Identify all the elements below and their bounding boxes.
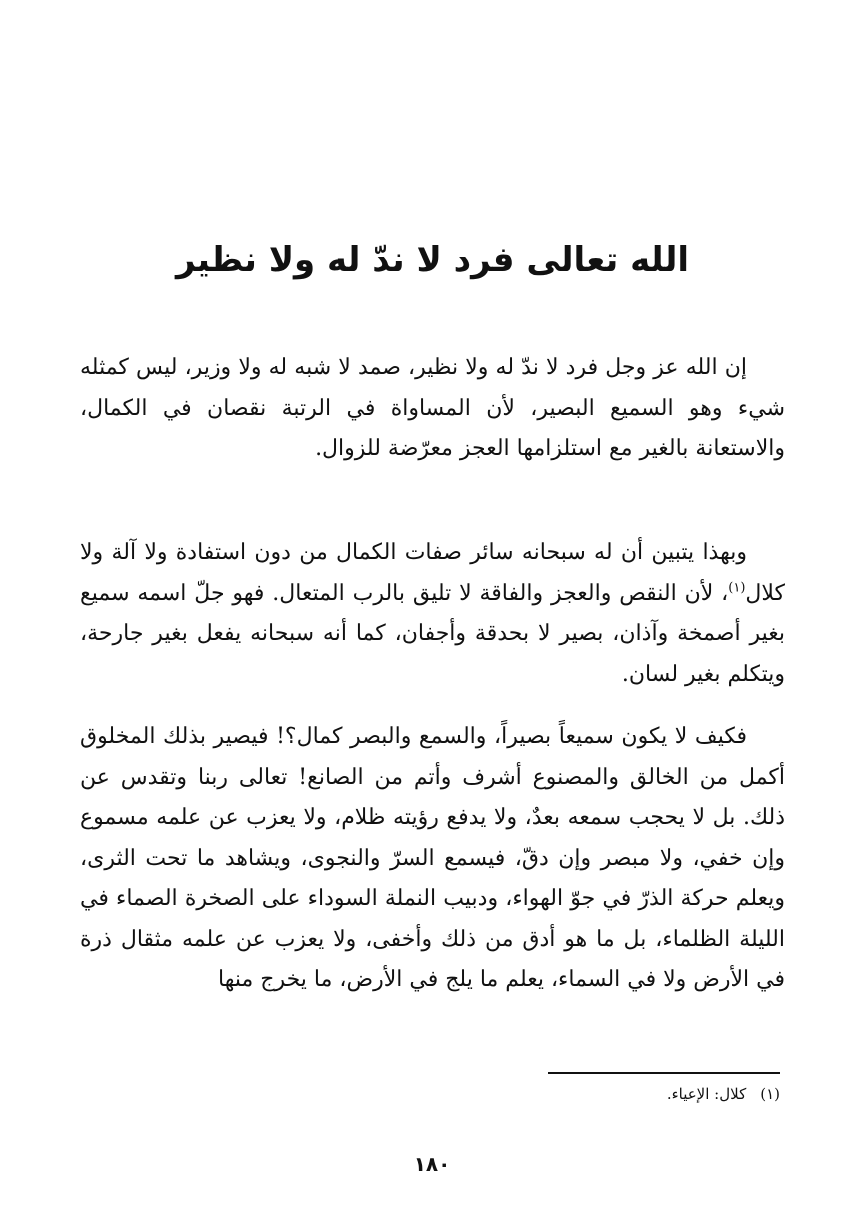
footnote-text: كلال: الإعياء. (666, 1085, 747, 1103)
paragraph-3 (80, 717, 785, 1001)
footnote (667, 1082, 780, 1106)
footnote-reference: (١) (728, 580, 746, 596)
paragraph-3-text: فكيف لا يكون سميعاً بصيراً، والسمع والبصر كمال؟! فيصير بذلك المخلوق أكمل من الخالق والمصنوع أشرف وأتم من الصانع! تعالى ربنا وتقدس عن ذلك. بل لا يحجب سمعه بعدٌ، ولا يدفع رؤيته ظلام، ولا يعزب عن علمه مسموع وإن خفي، ولا مبصر وإن دقّ، فيسمع السرّ والنجوى، ويشاهد ما تحت الثرى، ويعلم حركة الذرّ في جوّ الهواء، ودبيب النملة السوداء على الصخرة الصماء في الليلة الظلماء، بل ما هو أدق من ذلك وأخفى، ولا يعزب عن علمه مثقال ذرة في الأرض ولا في السماء، يعلم ما يلج في الأرض، ما يخرج منها (80, 724, 785, 992)
paragraph-2 (80, 533, 785, 695)
footnote-divider (548, 1072, 780, 1074)
footnote-number: (١) (760, 1085, 780, 1103)
paragraph-1-text: إن الله عز وجل فرد لا ندّ له ولا نظير، صمد لا شبه له ولا وزير، ليس كمثله شيء وهو السميع البصير، لأن المساواة في الرتبة نقصان في الكمال، والاستعانة بالغير مع استلزامها العجز معرّضة للزوال. (80, 355, 785, 461)
page-title: الله تعالى فرد لا ندّ له ولا نظير (175, 240, 689, 280)
paragraph-1 (80, 348, 785, 470)
page-number: ١٨٠ (413, 1152, 451, 1176)
paragraph-2-text-after-ref: ، لأن النقص والعجز والفاقة لا تليق بالرب المتعال. فهو جلّ اسمه سميع بغير أصمخة وآذان، بصير لا بحدقة وأجفان، كما أنه سبحانه يفعل بغير جارحة، ويتكلم بغير لسان. (80, 580, 785, 687)
paragraph-2-text-before-ref: وبهذا يتبين أن له سبحانه سائر صفات الكمال من دون استفادة ولا آلة ولا كلال (80, 540, 785, 606)
